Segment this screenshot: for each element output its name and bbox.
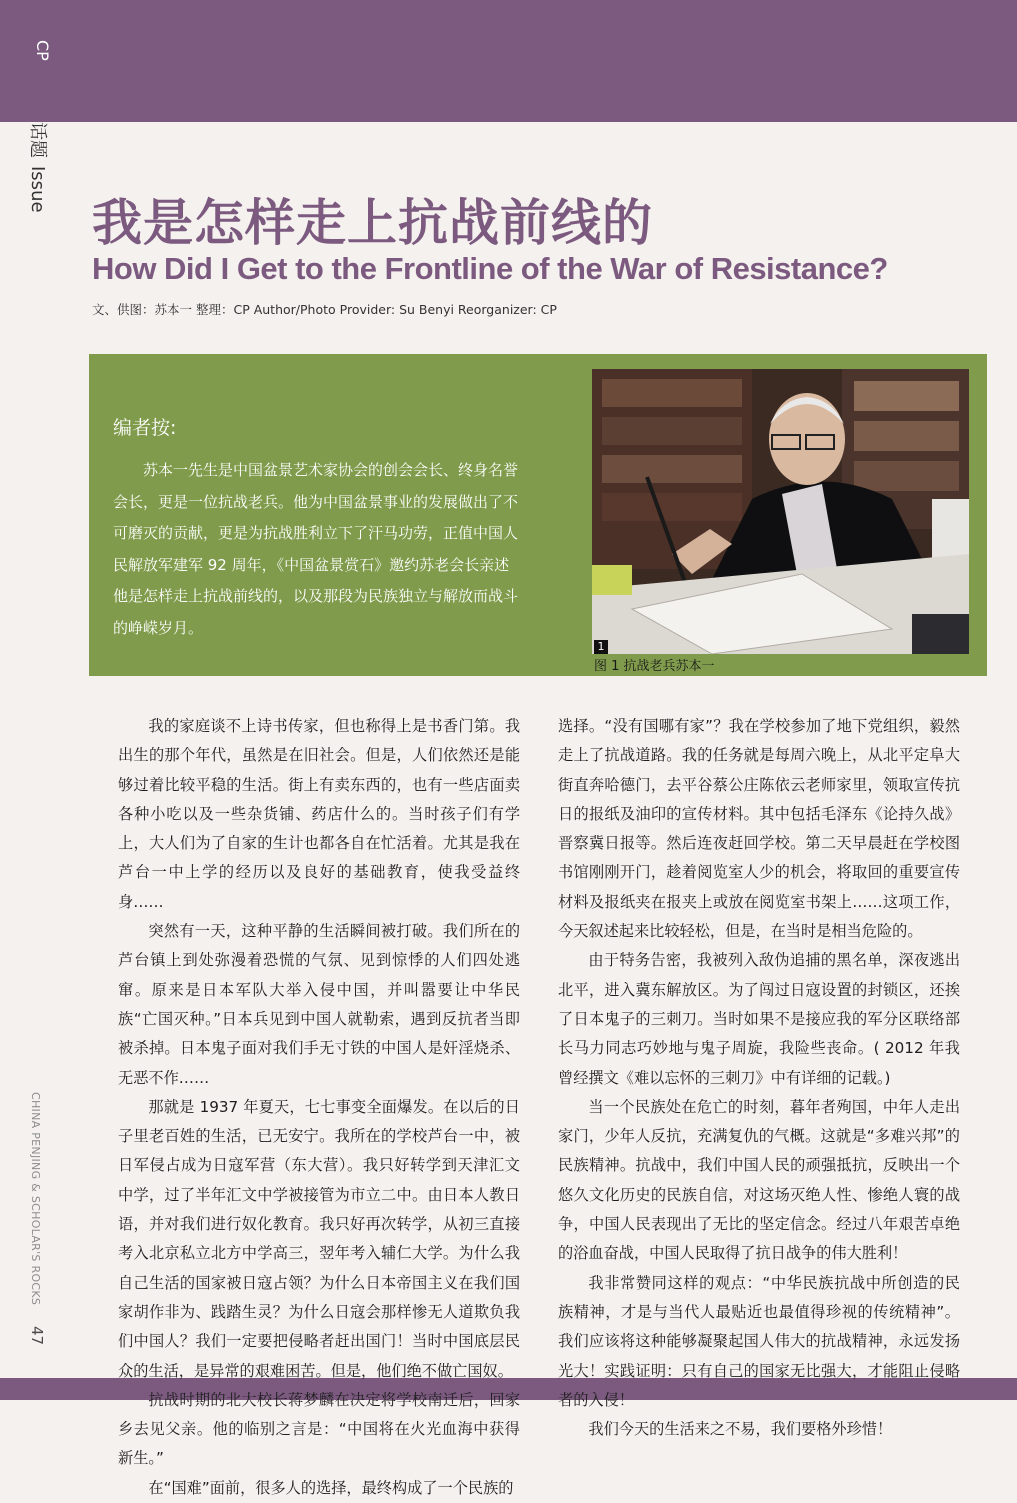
title-english: How Did I Get to the Frontline of the War of Resistance?: [92, 251, 888, 286]
paragraph: 在“国难”面前，很多人的选择，最终构成了一个民族的: [148, 1478, 514, 1497]
paragraph: 那就是 1937 年夏天，七七事变全面爆发。在以后的日子里老百姓的生活，已无安宁。我所在的学校芦台一中，被日军侵占成为日寇军营（东大营）。我只好转学到天津汇文中学，过了半年汇文中学被接管为市立二中。由日本人教日语，并对我们进行奴化教育。我只好再次转学，从初三直接考入北京私立北方中学高三，翌年考入辅仁大学。为什么我自己生活的国家被日寇占领？为什么日本帝国主义在我们国家胡作非为、践踏生灵？为什么日寇会那样惨无人道欺负我们中国人？我们一定要把侵略者赶出国门！当时中国底层民众的生活，是异常的艰难困苦。但是，他们绝不做亡国奴。: [118, 1097, 520, 1380]
photo-illustration: [592, 369, 969, 654]
paragraph: 当一个民族处在危亡的时刻，暮年者殉国，中年人走出家门，少年人反抗，充满复仇的气概。这就是“多难兴邦”的民族精神。抗战中，我们中国人民的顽强抵抗，反映出一个悠久文化历史的民族自信，对这场灭绝人性、惨绝人寰的战争，中国人民表现出了无比的坚定信念。经过八年艰苦卓绝的浴血奋战，中国人民取得了抗日战争的伟大胜利！: [558, 1097, 960, 1263]
paragraph: 由于特务告密，我被列入敌伪追捕的黑名单，深夜逃出北平，进入冀东解放区。为了闯过日寇设置的封锁区，还挨了日本鬼子的三刺刀。当时如果不是接应我的军分区联络部长马力同志巧妙地与鬼子周旋，我险些丧命。( 2012 年我曾经撰文《难以忘怀的三刺刀》中有详细的记载。): [558, 951, 960, 1087]
paragraph: 抗战时期的北大校长蒋梦麟在决定将学校南迁后，回家乡去见父亲。他的临别之言是：“中国将在火光血海中获得新生。”: [118, 1390, 520, 1468]
title-chinese: 我是怎样走上抗战前线的: [92, 194, 653, 252]
page-number: 47: [28, 1326, 46, 1346]
figure-number: 1: [594, 640, 608, 654]
section-label-en: Issue: [27, 166, 48, 213]
article-column-left: [118, 712, 520, 1503]
section-label-cn: 话题: [27, 122, 48, 158]
section-code: CP: [33, 40, 52, 61]
paragraph: 我的家庭谈不上诗书传家，但也称得上是书香门第。我出生的那个年代，虽然是在旧社会。但是，人们依然还是能够过着比较平稳的生活。街上有卖东西的，也有一些店面卖各种小吃以及一些杂货铺、药店什么的。当时孩子们有学上，大人们为了自家的生计也都各自在忙活着。尤其是我在芦台一中上学的经历以及良好的基础教育，使我受益终身……: [118, 717, 520, 911]
byline: 文、供图：苏本一 整理：CP Author/Photo Provider: Su Benyi Reorganizer: CP: [92, 302, 557, 317]
magazine-name: CHINA PENJING & SCHOLAR'S ROCKS: [29, 1092, 42, 1306]
article-column-right: [558, 712, 960, 1444]
paragraph: 突然有一天，这种平静的生活瞬间被打破。我们所在的芦台镇上到处弥漫着恐慌的气氛、见到惊悸的人们四处逃窜。原来是日本军队大举入侵中国，并叫嚣要让中华民族“亡国灭种。”日本兵见到中国人就勒索，遇到反抗者当即被杀掉。日本鬼子面对我们手无寸铁的中国人是奸淫烧杀、无恶不作……: [118, 922, 520, 1087]
editor-note-text: 苏本一先生是中国盆景艺术家协会的创会会长、终身名誉会长，更是一位抗战老兵。他为中国盆景事业的发展做出了不可磨灭的贡献，更是为抗战胜利立下了汗马功劳，正值中国人民解放军建军 92 周年，《中国盆景赏石》邀约苏老会长亲述他是怎样走上抗战前线的，以及那段为民族独立与解放而战斗的峥嵘岁月。: [113, 461, 519, 637]
header-band: [0, 0, 1017, 122]
paragraph: 我非常赞同这样的观点：“中华民族抗战中所创造的民族精神，才是与当代人最贴近也最值得珍视的传统精神”。我们应该将这种能够凝聚起国人伟大的抗战精神，永远发扬光大！实践证明：只有自己的国家无比强大，才能阻止侵略者的入侵！: [558, 1273, 960, 1409]
editor-note-title: 编者按:: [113, 417, 177, 439]
paragraph: 我们今天的生活来之不易，我们要格外珍惜！: [588, 1420, 893, 1439]
figure-caption: 图 1 抗战老兵苏本一: [594, 659, 715, 674]
section-label: [26, 122, 52, 213]
paragraph: 选择。“没有国哪有家”？我在学校参加了地下党组织，毅然走上了抗战道路。我的任务就是每周六晚上，从北平定阜大街直奔哈德门，去平谷蔡公庄陈依云老师家里，领取宣传抗日的报纸及油印的宣传材料。其中包括毛泽东《论持久战》晋察冀日报等。然后连夜赶回学校。第二天早晨赶在学校图书馆刚刚开门，趁着阅览室人少的机会，将取回的重要宣传材料及报纸夹在报夹上或放在阅览室书架上……这项工作，今天叙述起来比较轻松，但是，在当时是相当危险的。: [558, 717, 960, 941]
veteran-photo: [592, 369, 969, 654]
